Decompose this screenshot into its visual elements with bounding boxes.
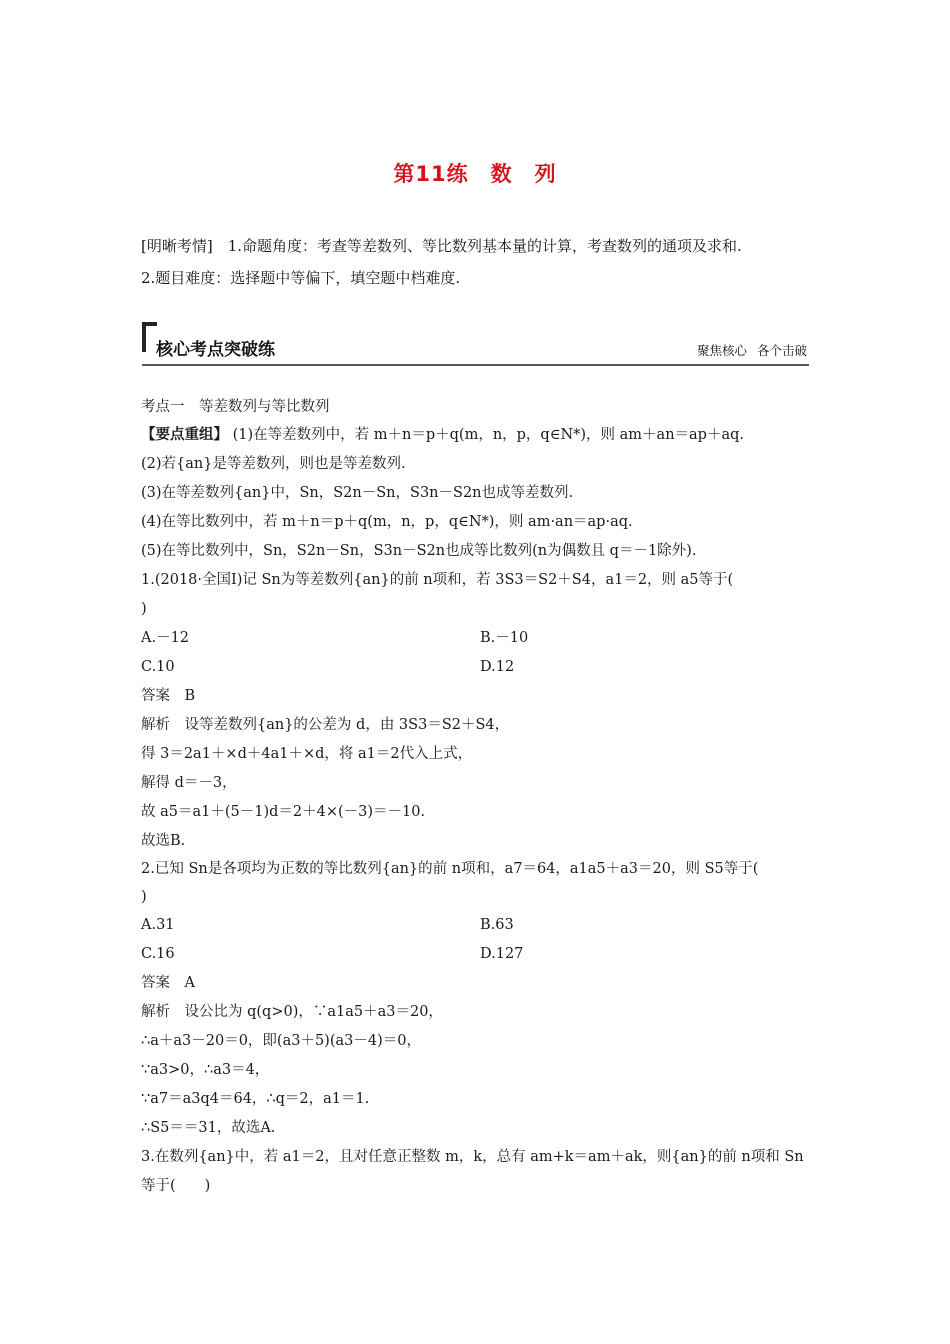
question-2-solution-line: ∴S5＝＝31，故选A. <box>141 1120 276 1136</box>
page-title: 第11练 数 列 <box>393 162 557 186</box>
question-2-answer: 答案 A <box>141 975 195 991</box>
key-point-4: (4)在等比数列中，若 m＋n＝p＋q(m，n，p，q∈N*)，则 am·an＝ap·aq. <box>141 514 633 530</box>
question-1-option-b: B.－10 <box>480 630 529 646</box>
section-header-subtitle: 聚焦核心 各个击破 <box>697 343 807 358</box>
question-2-stem-end: ) <box>141 889 147 905</box>
question-1-stem: 1.(2018·全国Ⅰ)记 Sn为等差数列{an}的前 n项和，若 3S3＝S2＋S4，a1＝2，则 a5等于( <box>141 572 734 588</box>
question-2-solution-line: ∵a3>0，∴a3＝4， <box>141 1062 270 1078</box>
question-2-stem: 2.已知 Sn是各项均为正数的等比数列{an}的前 n项和，a7＝64，a1a5＋a3＝20，则 S5等于( <box>141 861 759 877</box>
topic-title: 考点一 等差数列与等比数列 <box>141 399 330 415</box>
question-1-answer: 答案 B <box>141 688 196 704</box>
key-point-5: (5)在等比数列中，Sn，S2n－Sn，S3n－S2n也成等比数列(n为偶数且 q＝－1除外). <box>141 543 697 559</box>
question-2-solution-line: ∴a＋a3－20＝0，即(a3＋5)(a3－4)＝0， <box>141 1033 421 1049</box>
question-1-solution-line: 故 a5＝a1＋(5－1)d＝2＋4×(－3)＝－10. <box>141 804 426 820</box>
key-point-3: (3)在等差数列{an}中，Sn，S2n－Sn，S3n－S2n也成等差数列. <box>141 485 574 501</box>
question-1-option-c: C.10 <box>141 659 175 675</box>
question-3-stem-end: 等于( ) <box>141 1178 211 1194</box>
question-2-solution-line: ∵a7＝a3q4＝64，∴q＝2，a1＝1. <box>141 1091 370 1107</box>
question-2-option-b: B.63 <box>480 917 514 933</box>
question-1-solution-line: 解得 d＝－3， <box>141 775 237 791</box>
key-point-1-line <box>141 426 744 444</box>
section-header <box>142 322 809 366</box>
question-1-solution-line: 故选B. <box>141 833 186 849</box>
question-2-option-d: D.127 <box>480 946 524 962</box>
question-1-option-d: D.12 <box>480 659 515 675</box>
question-1-option-a: A.－12 <box>141 630 190 646</box>
intro-line-2: 2.题目难度：选择题中等偏下，填空题中档难度. <box>141 269 461 287</box>
key-point-2: (2)若{an}是等差数列，则也是等差数列. <box>141 456 406 472</box>
question-3-stem: 3.在数列{an}中，若 a1＝2，且对任意正整数 m，k，总有 am+k＝am＋ak，则{an}的前 n项和 Sn <box>141 1149 804 1165</box>
question-1-solution-line: 解析 设等差数列{an}的公差为 d，由 3S3＝S2＋S4， <box>141 717 510 733</box>
header-corner-bracket <box>142 322 157 352</box>
question-2-option-a: A.31 <box>141 917 175 933</box>
key-point-1: (1)在等差数列中，若 m＋n＝p＋q(m，n，p，q∈N*)，则 am＋an＝ap＋aq. <box>232 427 744 443</box>
question-2-solution-line: 解析 设公比为 q(q>0)，∵a1a5＋a3＝20， <box>141 1004 443 1020</box>
key-point-label: 【要点重组】 <box>141 426 228 443</box>
question-1-stem-end: ) <box>141 601 147 617</box>
question-1-solution-line: 得 3＝2a1＋×d＋4a1＋×d，将 a1＝2代入上式， <box>141 746 473 762</box>
intro-line-1: [明晰考情] 1.命题角度：考查等差数列、等比数列基本量的计算，考查数列的通项及求和. <box>141 237 742 255</box>
section-header-title: 核心考点突破练 <box>156 340 275 360</box>
question-2-option-c: C.16 <box>141 946 175 962</box>
